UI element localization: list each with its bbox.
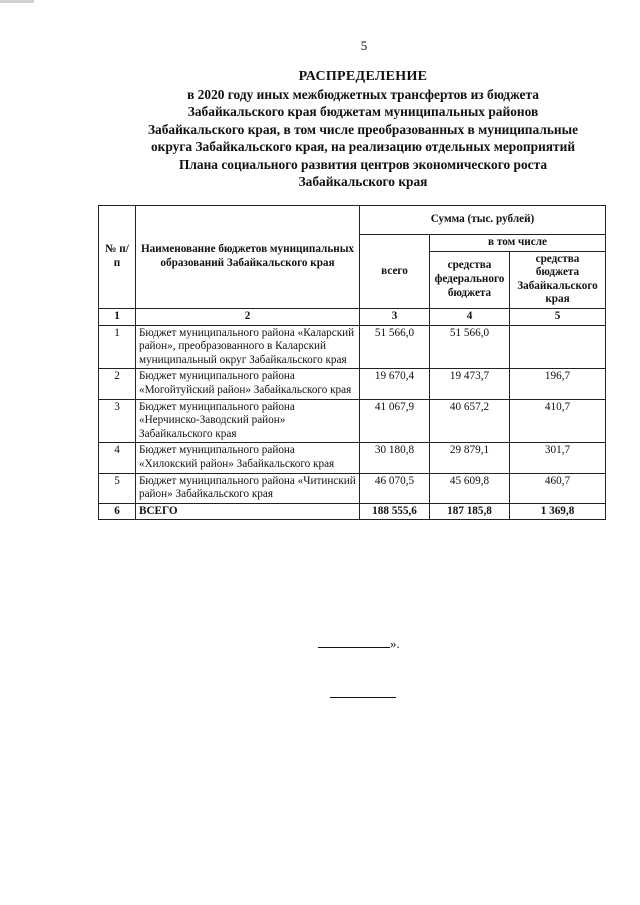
column-index: 4 xyxy=(430,308,510,325)
row-number: 1 xyxy=(99,325,136,369)
title-line: Забайкальского края xyxy=(298,174,428,189)
document-title xyxy=(98,68,628,191)
end-rule xyxy=(330,697,396,698)
total-label: ВСЕГО xyxy=(136,503,360,520)
grand-regional-amount: 1 369,8 xyxy=(510,503,606,520)
regional-amount: 460,7 xyxy=(510,473,606,503)
total-amount: 41 067,9 xyxy=(360,399,430,443)
total-amount: 30 180,8 xyxy=(360,443,430,473)
table-row xyxy=(99,399,606,443)
row-number: 4 xyxy=(99,443,136,473)
regional-amount: 301,7 xyxy=(510,443,606,473)
closing-quote: ». xyxy=(390,636,400,651)
table-row xyxy=(99,443,606,473)
budget-name: Бюджет муниципального района «Нерчинско-Заводский район» Забайкальского края xyxy=(136,399,360,443)
federal-amount: 45 609,8 xyxy=(430,473,510,503)
budget-name: Бюджет муниципального района «Каларский район», преобразованного в Каларский муниципальный округ Забайкальского края xyxy=(136,325,360,369)
regional-amount: 196,7 xyxy=(510,369,606,399)
title-heading: РАСПРЕДЕЛЕНИЕ xyxy=(298,69,428,84)
title-line: Плана социального развития центров экономического роста xyxy=(178,156,548,172)
column-index: 3 xyxy=(360,308,430,325)
total-amount: 46 070,5 xyxy=(360,473,430,503)
closing-mark xyxy=(318,636,400,652)
column-index: 5 xyxy=(510,308,606,325)
federal-amount: 40 657,2 xyxy=(430,399,510,443)
header-number: № п/п xyxy=(99,206,136,309)
regional-amount: 410,7 xyxy=(510,399,606,443)
header-regional: средства бюджета Забайкальского края xyxy=(510,251,606,308)
column-index: 2 xyxy=(136,308,360,325)
title-line: в 2020 году иных межбюджетных трансфертов из бюджета xyxy=(187,86,539,102)
total-amount: 19 670,4 xyxy=(360,369,430,399)
budget-name: Бюджет муниципального района «Хилокский район» Забайкальского края xyxy=(136,443,360,473)
budget-name: Бюджет муниципального района «Читинский район» Забайкальского края xyxy=(136,473,360,503)
column-index: 1 xyxy=(99,308,136,325)
closing-underline xyxy=(318,637,390,648)
row-number: 6 xyxy=(99,503,136,520)
grand-total-amount: 188 555,6 xyxy=(360,503,430,520)
title-line: Забайкальского края бюджетам муниципальных районов xyxy=(187,104,539,119)
header-budget-name: Наименование бюджетов муниципальных образований Забайкальского края xyxy=(136,206,360,309)
federal-amount: 29 879,1 xyxy=(430,443,510,473)
header-federal: средства федерального бюджета xyxy=(430,251,510,308)
header-including: в том числе xyxy=(430,235,606,252)
header-sum: Сумма (тыс. рублей) xyxy=(360,206,606,235)
row-number: 2 xyxy=(99,369,136,399)
total-amount: 51 566,0 xyxy=(360,325,430,369)
column-index-row xyxy=(99,308,606,325)
row-number: 5 xyxy=(99,473,136,503)
header-total: всего xyxy=(360,235,430,309)
scan-corner-mark xyxy=(0,0,34,3)
distribution-table xyxy=(98,205,606,520)
row-number: 3 xyxy=(99,399,136,443)
total-row xyxy=(99,503,606,520)
federal-amount: 51 566,0 xyxy=(430,325,510,369)
grand-federal-amount: 187 185,8 xyxy=(430,503,510,520)
regional-amount xyxy=(510,325,606,369)
page-number: 5 xyxy=(360,38,368,53)
table-row xyxy=(99,473,606,503)
title-line: округа Забайкальского края, на реализацию отдельных мероприятий xyxy=(150,139,576,154)
federal-amount: 19 473,7 xyxy=(430,369,510,399)
table-row xyxy=(99,369,606,399)
table-row xyxy=(99,325,606,369)
budget-name: Бюджет муниципального района «Могойтуйский район» Забайкальского края xyxy=(136,369,360,399)
title-line: Забайкальского края, в том числе преобразованных в муниципальные xyxy=(147,121,579,137)
